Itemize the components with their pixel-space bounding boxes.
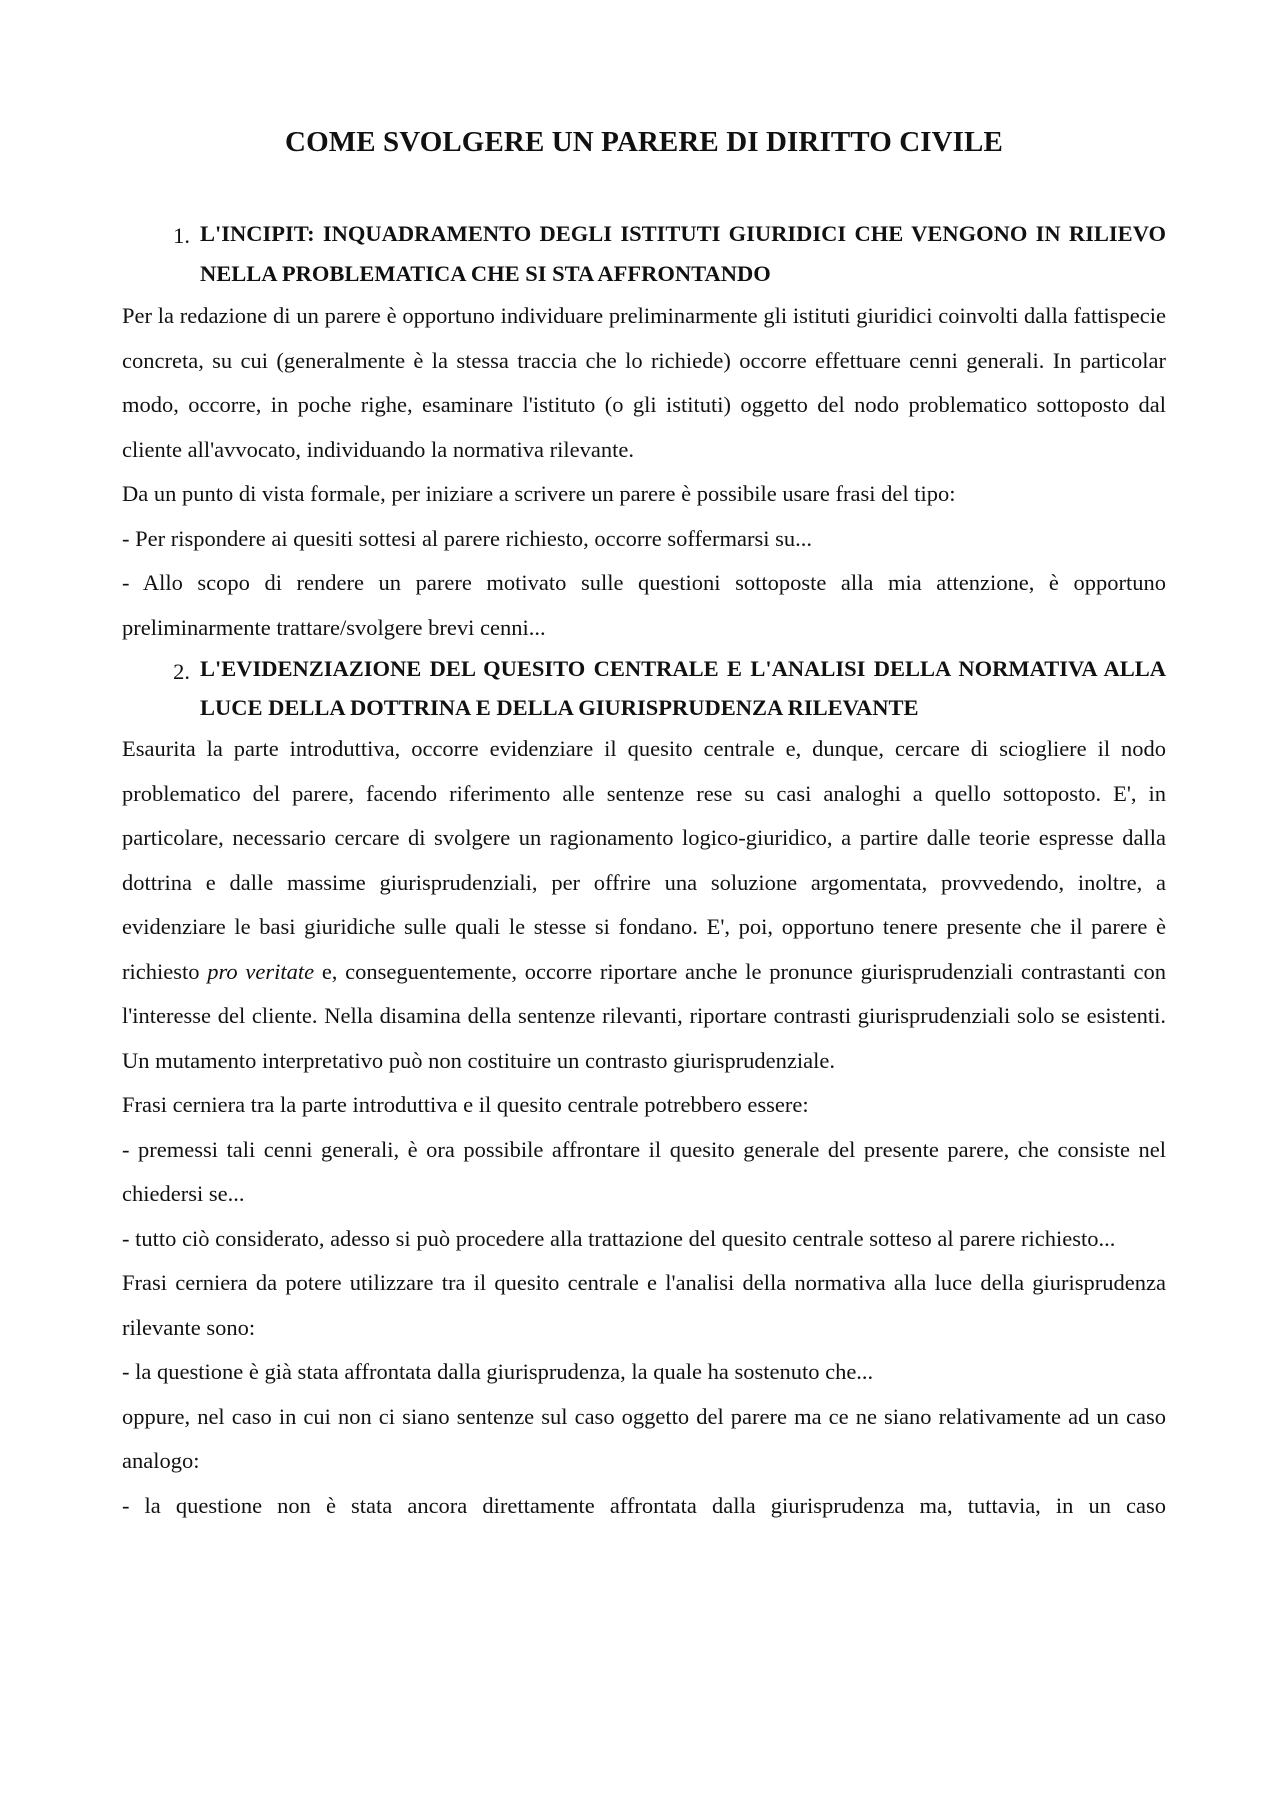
- section-1-example-phrase: - Per rispondere ai quesiti sottesi al parere richiesto, occorre soffermarsi su...: [122, 525, 812, 551]
- section-2-example-phrase: - premessi tali cenni generali, è ora possibile affrontare il quesito generale del presente parere, che consiste nel chiedersi se...: [122, 1136, 1166, 1206]
- section-1-number: 1.: [173, 223, 190, 248]
- section-2-heading-block: [122, 650, 1166, 727]
- document-title: COME SVOLGERE UN PARERE DI DIRITTO CIVILE: [285, 126, 1003, 158]
- section-1-heading: L'INCIPIT: INQUADRAMENTO DEGLI ISTITUTI GIURIDICI CHE VENGONO IN RILIEVO NELLA PROBLEMATICA CHE SI STA AFFRONTANDO: [200, 221, 1166, 286]
- section-2-example-phrase: - la questione è già stata affrontata dalla giurisprudenza, la quale ha sostenuto che...: [122, 1359, 874, 1384]
- section-2-main-paragraph: [122, 727, 1166, 1083]
- section-2-text-part-1: Esaurita la parte introduttiva, occorre evidenziare il quesito centrale e, dunque, cercare di sciogliere il nodo problematico del parere, facendo riferimento alle sentenze rese su casi analoghi a quello sottoposto. E', in particolare, necessario cercare di svolgere un ragionamento logico-giuridico, a partire dalle teorie espresse dalla dottrina e dalle massime giurisprudenziali, per offrire una soluzione argomentata, provvedendo, inoltre, a evidenziare le basi giuridiche sulle quali le stesse si fondano. E', poi, opportuno tenere presente che il parere è richiesto: [122, 736, 1166, 984]
- section-2-example-phrase: - tutto ciò considerato, adesso si può procedere alla trattazione del quesito centrale sotteso al parere richiesto...: [122, 1225, 1116, 1251]
- section-1-paragraph: Da un punto di vista formale, per iniziare a scrivere un parere è possibile usare frasi del tipo:: [122, 481, 956, 506]
- section-1-heading-block: [122, 214, 1166, 294]
- section-2-paragraph: oppure, nel caso in cui non ci siano sentenze sul caso oggetto del parere ma ce ne siano relativamente ad un caso analogo:: [122, 1403, 1166, 1473]
- document-page: [122, 118, 1166, 1528]
- section-2-paragraph: Frasi cerniera da potere utilizzare tra il quesito centrale e l'analisi della normativa alla luce della giurisprudenza rilevante sono:: [122, 1270, 1166, 1340]
- section-2-italic-term: pro veritate: [207, 958, 315, 984]
- section-2-example-phrase: - la questione non è stata ancora direttamente affrontata dalla giurisprudenza ma, tuttavia, in un caso: [122, 1492, 1166, 1518]
- section-1-paragraph: Per la redazione di un parere è opportuno individuare preliminarmente gli istituti giuridici coinvolti dalla fattispecie concreta, su cui (generalmente è la stessa traccia che lo richiede) occorre effettuare cenni generali. In particolar modo, occorre, in poche righe, esaminare l'istituto (o gli istituti) oggetto del nodo problematico sottoposto dal cliente all'avvocato, individuando la normativa rilevante.: [122, 303, 1166, 462]
- section-2-paragraph: Frasi cerniera tra la parte introduttiva e il quesito centrale potrebbero essere:: [122, 1092, 809, 1117]
- section-2-text-part-2: e, conseguentemente, occorre riportare anche le pronunce giurisprudenziali contrastanti con l'interesse del cliente. Nella disamina della sentenze rilevanti, riportare contrasti giurisprudenziali solo se esistenti. Un mutamento interpretativo può non costituire un contrasto giurisprudenziale.: [122, 958, 1167, 1073]
- section-2-heading: L'EVIDENZIAZIONE DEL QUESITO CENTRALE E L'ANALISI DELLA NORMATIVA ALLA LUCE DELLA DOTTRINA E DELLA GIURISPRUDENZA RILEVANTE: [200, 656, 1166, 720]
- section-2-number: 2.: [173, 659, 190, 684]
- section-1-example-phrase: - Allo scopo di rendere un parere motivato sulle questioni sottoposte alla mia attenzione, è opportuno preliminarmente trattare/svolgere brevi cenni...: [122, 570, 1166, 640]
